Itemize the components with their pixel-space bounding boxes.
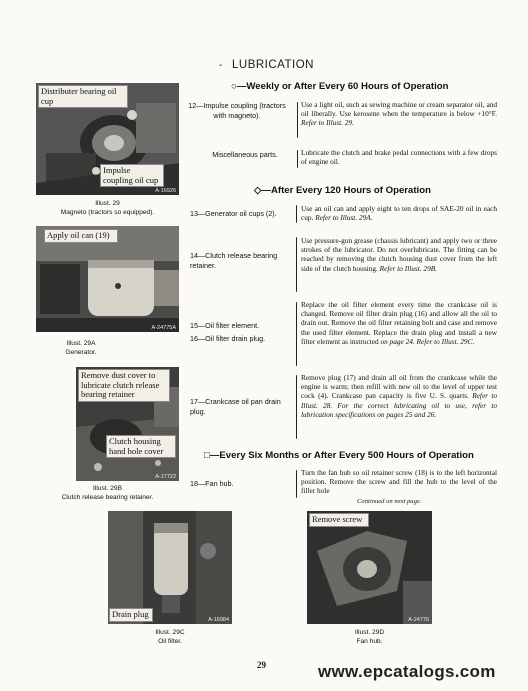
caption-29c-sub: Oil filter. [158,638,182,645]
illustration-29b-clutch [76,367,179,481]
callout-clutch-housing: Clutch housing hand hole cover [106,435,176,458]
callout-remove-screw: Remove screw [309,513,369,527]
item-15-16-ref: on page 24. Refer to Illust. 29C. [380,336,475,346]
misc-parts-text: Lubricate the clutch and brake pedal connections with a few drops of engine oil. [301,148,497,167]
caption-29d-title: Illust. 29D [354,629,385,636]
item-18-label: 18—Fan hub. [190,479,234,488]
brace [296,237,297,292]
item-14-ref: Refer to Illust. 29B. [379,263,437,273]
illustration-29a-generator [36,226,179,332]
section-weekly-heading [231,81,448,92]
item-15-label: 15—Oil filter element. [190,321,260,330]
section-weekly-text: —Weekly or After Every 60 Hours of Operation [236,81,449,92]
item-13-body: Use an oil can and apply eight to ten drops of SAE-20 oil in each cup. [301,204,497,223]
caption-29d-sub: Fan hub. [356,638,383,645]
caption-29 [36,199,179,217]
square-symbol: □ [204,450,210,461]
photo-code: A-16926 [155,188,176,194]
section-120-text: —After Every 120 Hours of Operation [261,185,431,196]
continued-note: Continued on next page. [357,498,422,505]
caption-29a [36,339,126,357]
caption-29-title: Illust. 29 [95,200,120,207]
section-120-heading [254,185,431,196]
item-17-body: Remove plug (17) and drain all oil from the crankcase while the engine is warm; then refill with new oil to the level of upper test cock (4). Crankcase pan capacity is five U. S. quarts. [301,373,497,401]
item-12-text [301,100,497,128]
caption-29b-title: Illust. 29B [93,485,122,492]
misc-parts-label: Miscellaneous parts. [212,150,278,159]
item-12-label: 12—Impulse coupling (tractors with magneto). [188,101,286,120]
caption-29c [108,628,232,646]
callout-drain-plug: Drain plug [109,608,153,622]
caption-29c-title: Illust. 29C [155,629,185,636]
item-18-text: Turn the fan hub so oil retainer screw (18) is to the left horizontal position. Remove the screw and fill the hub to the level of the filler hole [301,468,497,496]
diamond-symbol: ◇ [254,185,262,196]
item-16-label: 16—Oil filter drain plug. [190,334,266,343]
fan-hub-photo [307,511,432,624]
item-14-body: Use pressure-gun grease (chassis lubricant) and apply two or three strokes of the lubricator. Do not overlubricate. The fitting can be reached by removing the clutch housing dust cover from the left side of the clutch housing. [301,236,497,273]
caption-29a-title: Illust. 29A [66,340,96,347]
photo-code: A-17722 [155,474,176,480]
illustration-29d-fan-hub [307,511,432,624]
page-number: 29 [257,660,266,670]
brace [296,375,297,439]
illustration-29-magneto [36,83,179,195]
item-12-ref: Refer to Illust. 29. [301,118,354,128]
brace [297,102,298,138]
item-13-ref: Refer to Illust. 29A. [315,213,373,223]
item-15-16-text [301,300,497,346]
callout-impulse-coupling: Impulse coupling oil cup [100,164,164,187]
caption-29b-sub: Clutch release bearing retainer. [61,494,154,501]
caption-29a-sub: Generator. [65,349,97,356]
item-17-ref: Refer to Illust. 28. For the correct lubricating oil to use, refer to lubrication specifications on pages 25 and 26. [301,391,497,419]
title-dash: - [219,60,223,71]
item-14-label: 14—Clutch release bearing retainer. [190,251,278,270]
photo-code: A-16984 [208,617,229,623]
item-14-text [301,236,497,273]
callout-distributer-bearing: Distributer bearing oil cup [38,85,128,108]
section-500-text: —Every Six Months or After Every 500 Hours of Operation [209,450,474,461]
circle-symbol: ○ [231,81,237,92]
illustration-29c-oil-filter [108,511,232,624]
item-17-label: 17—Crankcase oil pan drain plug. [190,397,281,416]
photo-code: A-24776 [408,617,429,623]
page-title: LUBRICATION [232,59,314,71]
item-13-label: 13—Generator oil cups (2). [190,209,277,218]
brace [296,302,297,366]
brace [296,470,297,498]
caption-29d [307,628,432,646]
item-12-body: Use a light oil, such as sewing machine or cream separator oil, and oil liberally. Use kerosene when the temperature is below +10°F. [301,100,497,119]
section-500-heading [204,450,474,461]
brace [296,205,297,223]
photo-code: A-24775A [151,325,176,331]
caption-29b [36,484,179,502]
item-13-text [301,204,497,222]
callout-remove-dust-cover: Remove dust cover to lubricate clutch release bearing retainer [78,369,170,402]
caption-29-sub: Magneto (tractors so equipped). [60,209,155,216]
item-15-16-body: Replace the oil filter element every time the crankcase oil is changed. Remove oil filter drain plug (16) and allow all the oil to drain out. Remove the oil filter retaining bolt and case and remove the used filter element. Replace the drain plug and install a new filter element as instructed [301,300,497,346]
brace [297,150,298,168]
watermark: www.epcatalogs.com [318,662,496,681]
item-17-text [301,373,497,419]
callout-apply-oil-can: Apply oil can (19) [44,229,118,243]
